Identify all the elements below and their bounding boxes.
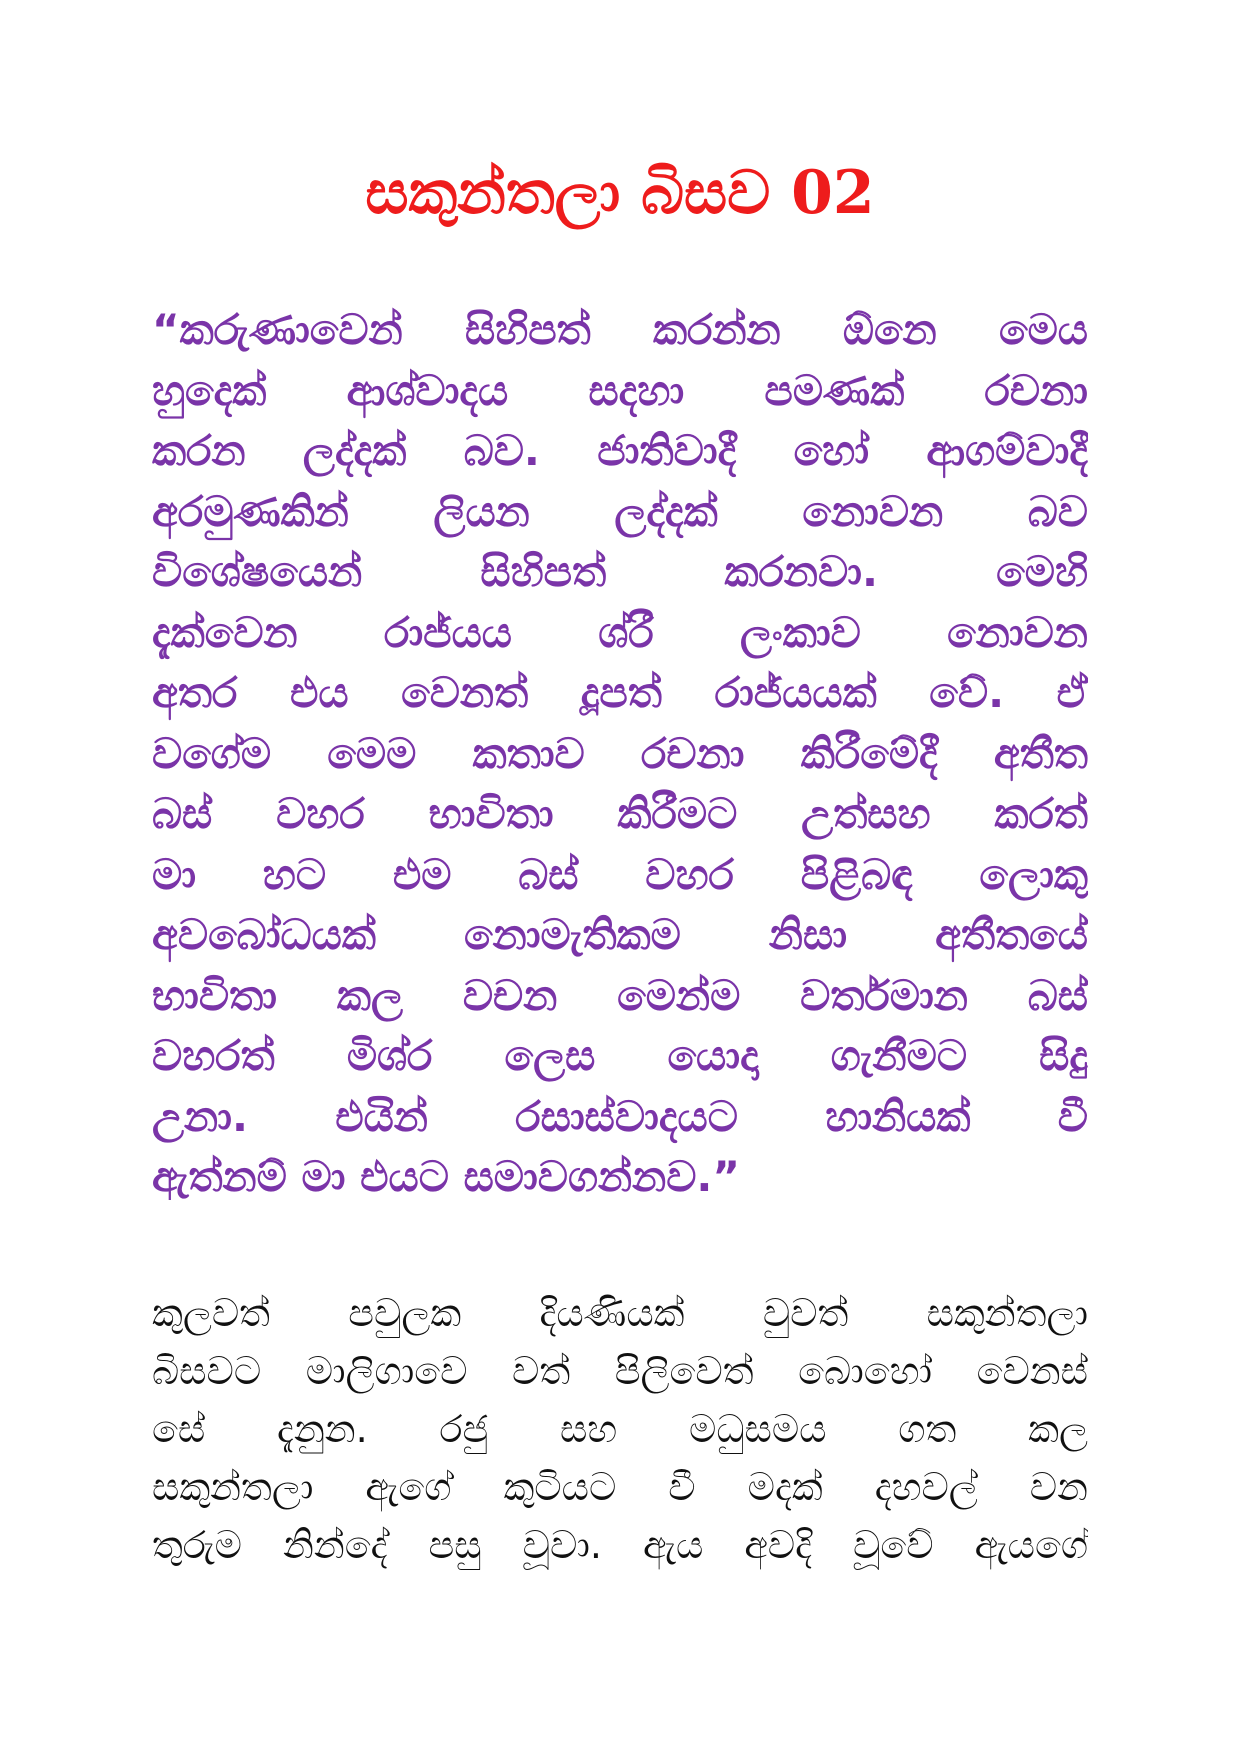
preface-line: අවබෝධයක් නොමැතිකම නිසා අතීතයේ (152, 910, 1088, 959)
preface-line: දැක්වෙන රාජ්යය ශ්රී ලංකාව නොවන (152, 607, 1088, 657)
preface-line: උනා. එයින් රසාස්වාදයට හානියක් වී (152, 1091, 1088, 1141)
preface-line: වගේම මෙම කතාව රචනා කිරීමේදී අතීත (152, 728, 1088, 778)
story-line: සකුන්තලා ඇගේ කුටියට වී මදක් දහවල් වන (152, 1465, 1088, 1509)
preface-line: අතර එය වෙනත් දූපත් රාජ්යයක් වේ. ඒ (152, 668, 1088, 717)
preface-line: විශේෂයෙන් සිහිපත් කරනවා. මෙහි (152, 547, 1088, 596)
preface-line: මා හට එම බස් වහර පිළිබඳ ලොකු (152, 849, 1088, 899)
preface-line: ඇත්නම් මා එයට සමාවගන්නව.” (152, 1152, 740, 1200)
preface-line: අරමුණකින් ලියන ලද්දක් නොවන බව (152, 486, 1088, 536)
preface-line: වහරත් මිශ්ර ලෙස යොදා ගැනීමට සිදු (152, 1031, 1088, 1080)
story-line: තුරුම නින්දේ පසු වූවා. ඇය අවදි වූවේ ඇයගේ (152, 1523, 1088, 1567)
document-title: සකුන්තලා බිසව 02 (365, 158, 875, 228)
preface-line: “කරුණාවෙන් සිහිපත් කරන්න ඕනෙ මෙය (152, 305, 1088, 354)
preface-line: භාවිතා කල වචන මෙන්ම වර්තමාන බස් (152, 970, 1088, 1020)
preface-line: බස් වහර භාවිතා කිරීමට උත්සහ කරත් (152, 789, 1088, 838)
author-preface (152, 300, 1088, 1200)
story-line: බිසවට මාලිගාවෙ වත් පිලිවෙත් බොහෝ වෙනස් (152, 1349, 1088, 1393)
preface-line: හුදෙක් ආශ්වාදය සදහා පමණක් රචනා (152, 365, 1088, 415)
story-line: සේ දැනුන. රජු සහ මධුසමය ගත කල (152, 1407, 1088, 1451)
story-paragraph (152, 1284, 1088, 1634)
preface-line: කරන ලද්දක් බව. ජාතිවාදී හෝ ආගම්වාදී (152, 426, 1088, 475)
story-line: කුලවත් පවුලක දියණියක් වුවත් සකුන්තලා (152, 1291, 1088, 1335)
